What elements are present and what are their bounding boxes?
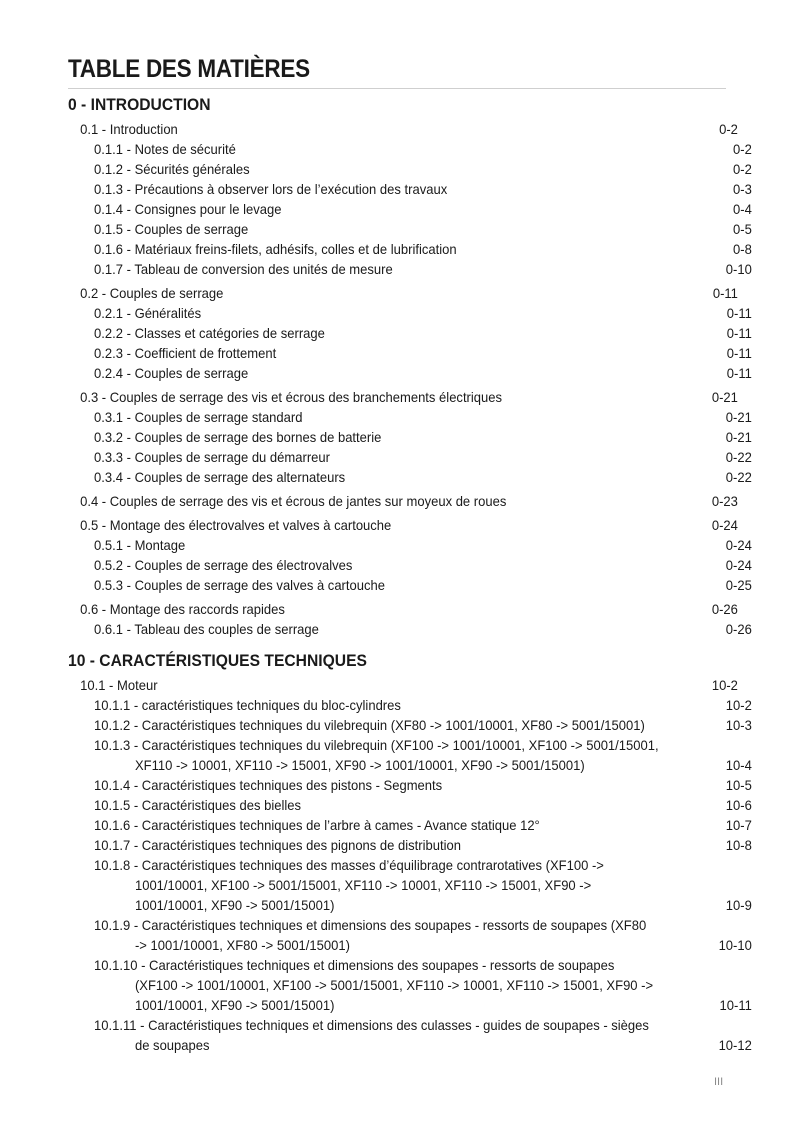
toc-subentry[interactable] (68, 915, 752, 955)
toc-chapter-entry[interactable] (68, 119, 738, 139)
section-heading: 0 - INTRODUCTION (68, 95, 211, 114)
toc-chapter-entry[interactable] (68, 387, 738, 407)
toc-subentry[interactable] (68, 467, 752, 487)
toc-entry-label: 0.1.5 - Couples de serrage (94, 221, 249, 237)
toc-entry-page: 0-26 (711, 601, 738, 617)
toc-entry-page: 0-2 (733, 141, 752, 157)
toc-entry-page: 0-5 (733, 221, 752, 237)
toc-entry-page: 0-22 (725, 469, 752, 485)
toc-entry-label: 0.2 - Couples de serrage (80, 285, 224, 301)
toc-entry-label: 0.5.2 - Couples de serrage des électrovalves (94, 557, 353, 573)
toc-subentry[interactable] (68, 343, 752, 363)
toc-entry-page: 10-9 (725, 897, 752, 913)
toc-entry-page: 0-21 (711, 389, 738, 405)
toc-subentry[interactable] (68, 259, 752, 279)
toc-entry-label: 0.1.4 - Consignes pour le levage (94, 201, 282, 217)
toc-subentry[interactable] (68, 323, 752, 343)
toc-entry-page: 0-3 (733, 181, 752, 197)
toc-subentry[interactable] (68, 555, 752, 575)
toc-subentry[interactable] (68, 775, 752, 795)
toc-subentry[interactable] (68, 363, 752, 383)
toc-entry-page: 0-11 (726, 365, 752, 381)
toc-entry-page: 0-8 (733, 241, 752, 257)
toc-entry-label: 0.6.1 - Tableau des couples de serrage (94, 621, 319, 637)
toc-subentry[interactable] (68, 447, 752, 467)
toc-entry-page: 0-10 (725, 261, 752, 277)
toc-entry-page: 0-23 (711, 493, 738, 509)
toc-entry-label: 10.1.9 - Caractéristiques techniques et dimensions des soupapes - ressorts de soupapes (XF80 -> 1001/10001, XF80 -> 5001/15001) (94, 917, 647, 953)
toc-entry-label: 10.1 - Moteur (80, 677, 158, 693)
toc-entry-label: 0.1.2 - Sécurités générales (94, 161, 250, 177)
toc-entry-label: 10.1.6 - Caractéristiques techniques de l’arbre à cames - Avance statique 12° (94, 817, 540, 833)
toc-entry-page: 10-3 (725, 717, 752, 733)
toc-entry-page: 10-12 (718, 1037, 752, 1053)
toc-chapter-entry[interactable] (68, 599, 738, 619)
toc-entry-page: 0-4 (733, 201, 752, 217)
toc-entry-label: 10.1.5 - Caractéristiques des bielles (94, 797, 302, 813)
toc-entry-page: 0-21 (725, 409, 752, 425)
toc-entry-label: 10.1.10 - Caractéristiques techniques et dimensions des soupapes - ressorts de soupapes (XF100 -> 1001/10001, XF100 -> 5001/15001, XF110 -> 10001, XF110 -> 15001, XF90 -> 1001/10001, XF90 -> 5001/15001) (94, 957, 654, 1013)
toc-subentry[interactable] (68, 159, 752, 179)
toc-entry-page: 10-11 (719, 997, 752, 1013)
toc-entry-label: 10.1.2 - Caractéristiques techniques du vilebrequin (XF80 -> 1001/10001, XF80 -> 5001/15001) (94, 717, 645, 733)
toc-entry-label: 10.1.11 - Caractéristiques techniques et dimensions des culasses - guides de soupapes - sièges de soupapes (94, 1017, 649, 1053)
toc-entry-page: 10-4 (725, 757, 752, 773)
toc-entry-label: 0.1.3 - Précautions à observer lors de l’exécution des travaux (94, 181, 448, 197)
toc-chapter-entry[interactable] (68, 515, 738, 535)
toc-entry-label: 0.2.4 - Couples de serrage (94, 365, 249, 381)
toc-subentry[interactable] (68, 715, 752, 735)
toc-entry-label: 0.1.1 - Notes de sécurité (94, 141, 236, 157)
toc-entry-label: 0.5 - Montage des électrovalves et valves à cartouche (80, 517, 392, 533)
toc-entry-page: 0-24 (725, 557, 752, 573)
toc-entry-page: 0-2 (733, 161, 752, 177)
toc-entry-page: 0-25 (725, 577, 752, 593)
toc-entry-label: 0.1.7 - Tableau de conversion des unités de mesure (94, 261, 393, 277)
toc-subentry[interactable] (68, 619, 752, 639)
toc-entry-label: 0.1.6 - Matériaux freins-filets, adhésifs, colles et de lubrification (94, 241, 457, 257)
toc-entry-label: 0.3.2 - Couples de serrage des bornes de batterie (94, 429, 382, 445)
toc-page (68, 52, 752, 1055)
toc-entry-page: 10-7 (725, 817, 752, 833)
toc-subentry[interactable] (68, 835, 752, 855)
toc-subentry[interactable] (68, 855, 752, 915)
title-divider (68, 88, 726, 89)
toc-subentry[interactable] (68, 407, 752, 427)
toc-entry-page: 0-24 (711, 517, 738, 533)
toc-entry-page: 0-11 (726, 345, 752, 361)
toc-chapter-entry[interactable] (68, 283, 738, 303)
toc-entry-label: 0.5.1 - Montage (94, 537, 186, 553)
toc-subentry[interactable] (68, 735, 752, 775)
toc-subentry[interactable] (68, 303, 752, 323)
toc-entry-page: 0-11 (726, 325, 752, 341)
page-number: III (714, 1076, 724, 1088)
toc-body (68, 93, 752, 1055)
section-heading: 10 - CARACTÉRISTIQUES TECHNIQUES (68, 651, 367, 670)
toc-subentry[interactable] (68, 199, 752, 219)
toc-subentry[interactable] (68, 695, 752, 715)
toc-entry-label: 0.6 - Montage des raccords rapides (80, 601, 285, 617)
toc-subentry[interactable] (68, 1015, 752, 1055)
toc-entry-label: 0.1 - Introduction (80, 121, 178, 137)
toc-entry-label: 0.2.3 - Coefficient de frottement (94, 345, 277, 361)
toc-entry-page: 0-26 (725, 621, 752, 637)
toc-subentry[interactable] (68, 427, 752, 447)
toc-entry-page: 10-5 (725, 777, 752, 793)
toc-entry-label: 0.3.4 - Couples de serrage des alternateurs (94, 469, 346, 485)
toc-entry-page: 0-24 (725, 537, 752, 553)
toc-entry-label: 0.5.3 - Couples de serrage des valves à cartouche (94, 577, 385, 593)
toc-entry-page: 10-2 (725, 697, 752, 713)
toc-entry-label: 0.2.1 - Généralités (94, 305, 202, 321)
toc-subentry[interactable] (68, 179, 752, 199)
toc-entry-label: 0.4 - Couples de serrage des vis et écrous de jantes sur moyeux de roues (80, 493, 507, 509)
toc-subentry[interactable] (68, 535, 752, 555)
toc-subentry[interactable] (68, 815, 752, 835)
toc-chapter-entry[interactable] (68, 675, 738, 695)
toc-entry-label: 0.3 - Couples de serrage des vis et écrous des branchements électriques (80, 389, 503, 405)
toc-entry-label: 10.1.1 - caractéristiques techniques du bloc-cylindres (94, 697, 401, 713)
toc-entry-label: 0.2.2 - Classes et catégories de serrage (94, 325, 325, 341)
toc-entry-page: 10-2 (711, 677, 738, 693)
toc-entry-page: 0-2 (719, 121, 738, 137)
toc-entry-label: 10.1.4 - Caractéristiques techniques des pistons - Segments (94, 777, 443, 793)
toc-subentry[interactable] (68, 139, 752, 159)
toc-entry-page: 10-6 (725, 797, 752, 813)
toc-subentry[interactable] (68, 239, 752, 259)
toc-subentry[interactable] (68, 575, 752, 595)
page-title: TABLE DES MATIÈRES (68, 55, 310, 83)
toc-subentry[interactable] (68, 219, 752, 239)
toc-entry-page: 0-11 (726, 305, 752, 321)
toc-entry-page: 10-10 (718, 937, 752, 953)
toc-chapter-entry[interactable] (68, 491, 738, 511)
toc-entry-label: 10.1.7 - Caractéristiques techniques des pignons de distribution (94, 837, 461, 853)
toc-entry-page: 0-21 (725, 429, 752, 445)
toc-subentry[interactable] (68, 955, 752, 1015)
toc-entry-label: 0.3.1 - Couples de serrage standard (94, 409, 303, 425)
toc-entry-page: 0-11 (712, 285, 738, 301)
toc-entry-page: 0-22 (725, 449, 752, 465)
toc-subentry[interactable] (68, 795, 752, 815)
toc-entry-label: 10.1.8 - Caractéristiques techniques des masses d’équilibrage contrarotatives (XF100 -> 1001/10001, XF100 -> 5001/15001, XF110 -> 10001, XF110 -> 15001, XF90 -> 1001/10001, XF90 -> 5001/15001) (94, 857, 604, 913)
toc-entry-label: 10.1.3 - Caractéristiques techniques du vilebrequin (XF100 -> 1001/10001, XF100 -> 5001/15001, XF110 -> 10001, XF110 -> 15001, XF90 -> 1001/10001, XF90 -> 5001/15001) (94, 737, 659, 773)
toc-entry-label: 0.3.3 - Couples de serrage du démarreur (94, 449, 330, 465)
toc-entry-page: 10-8 (725, 837, 752, 853)
